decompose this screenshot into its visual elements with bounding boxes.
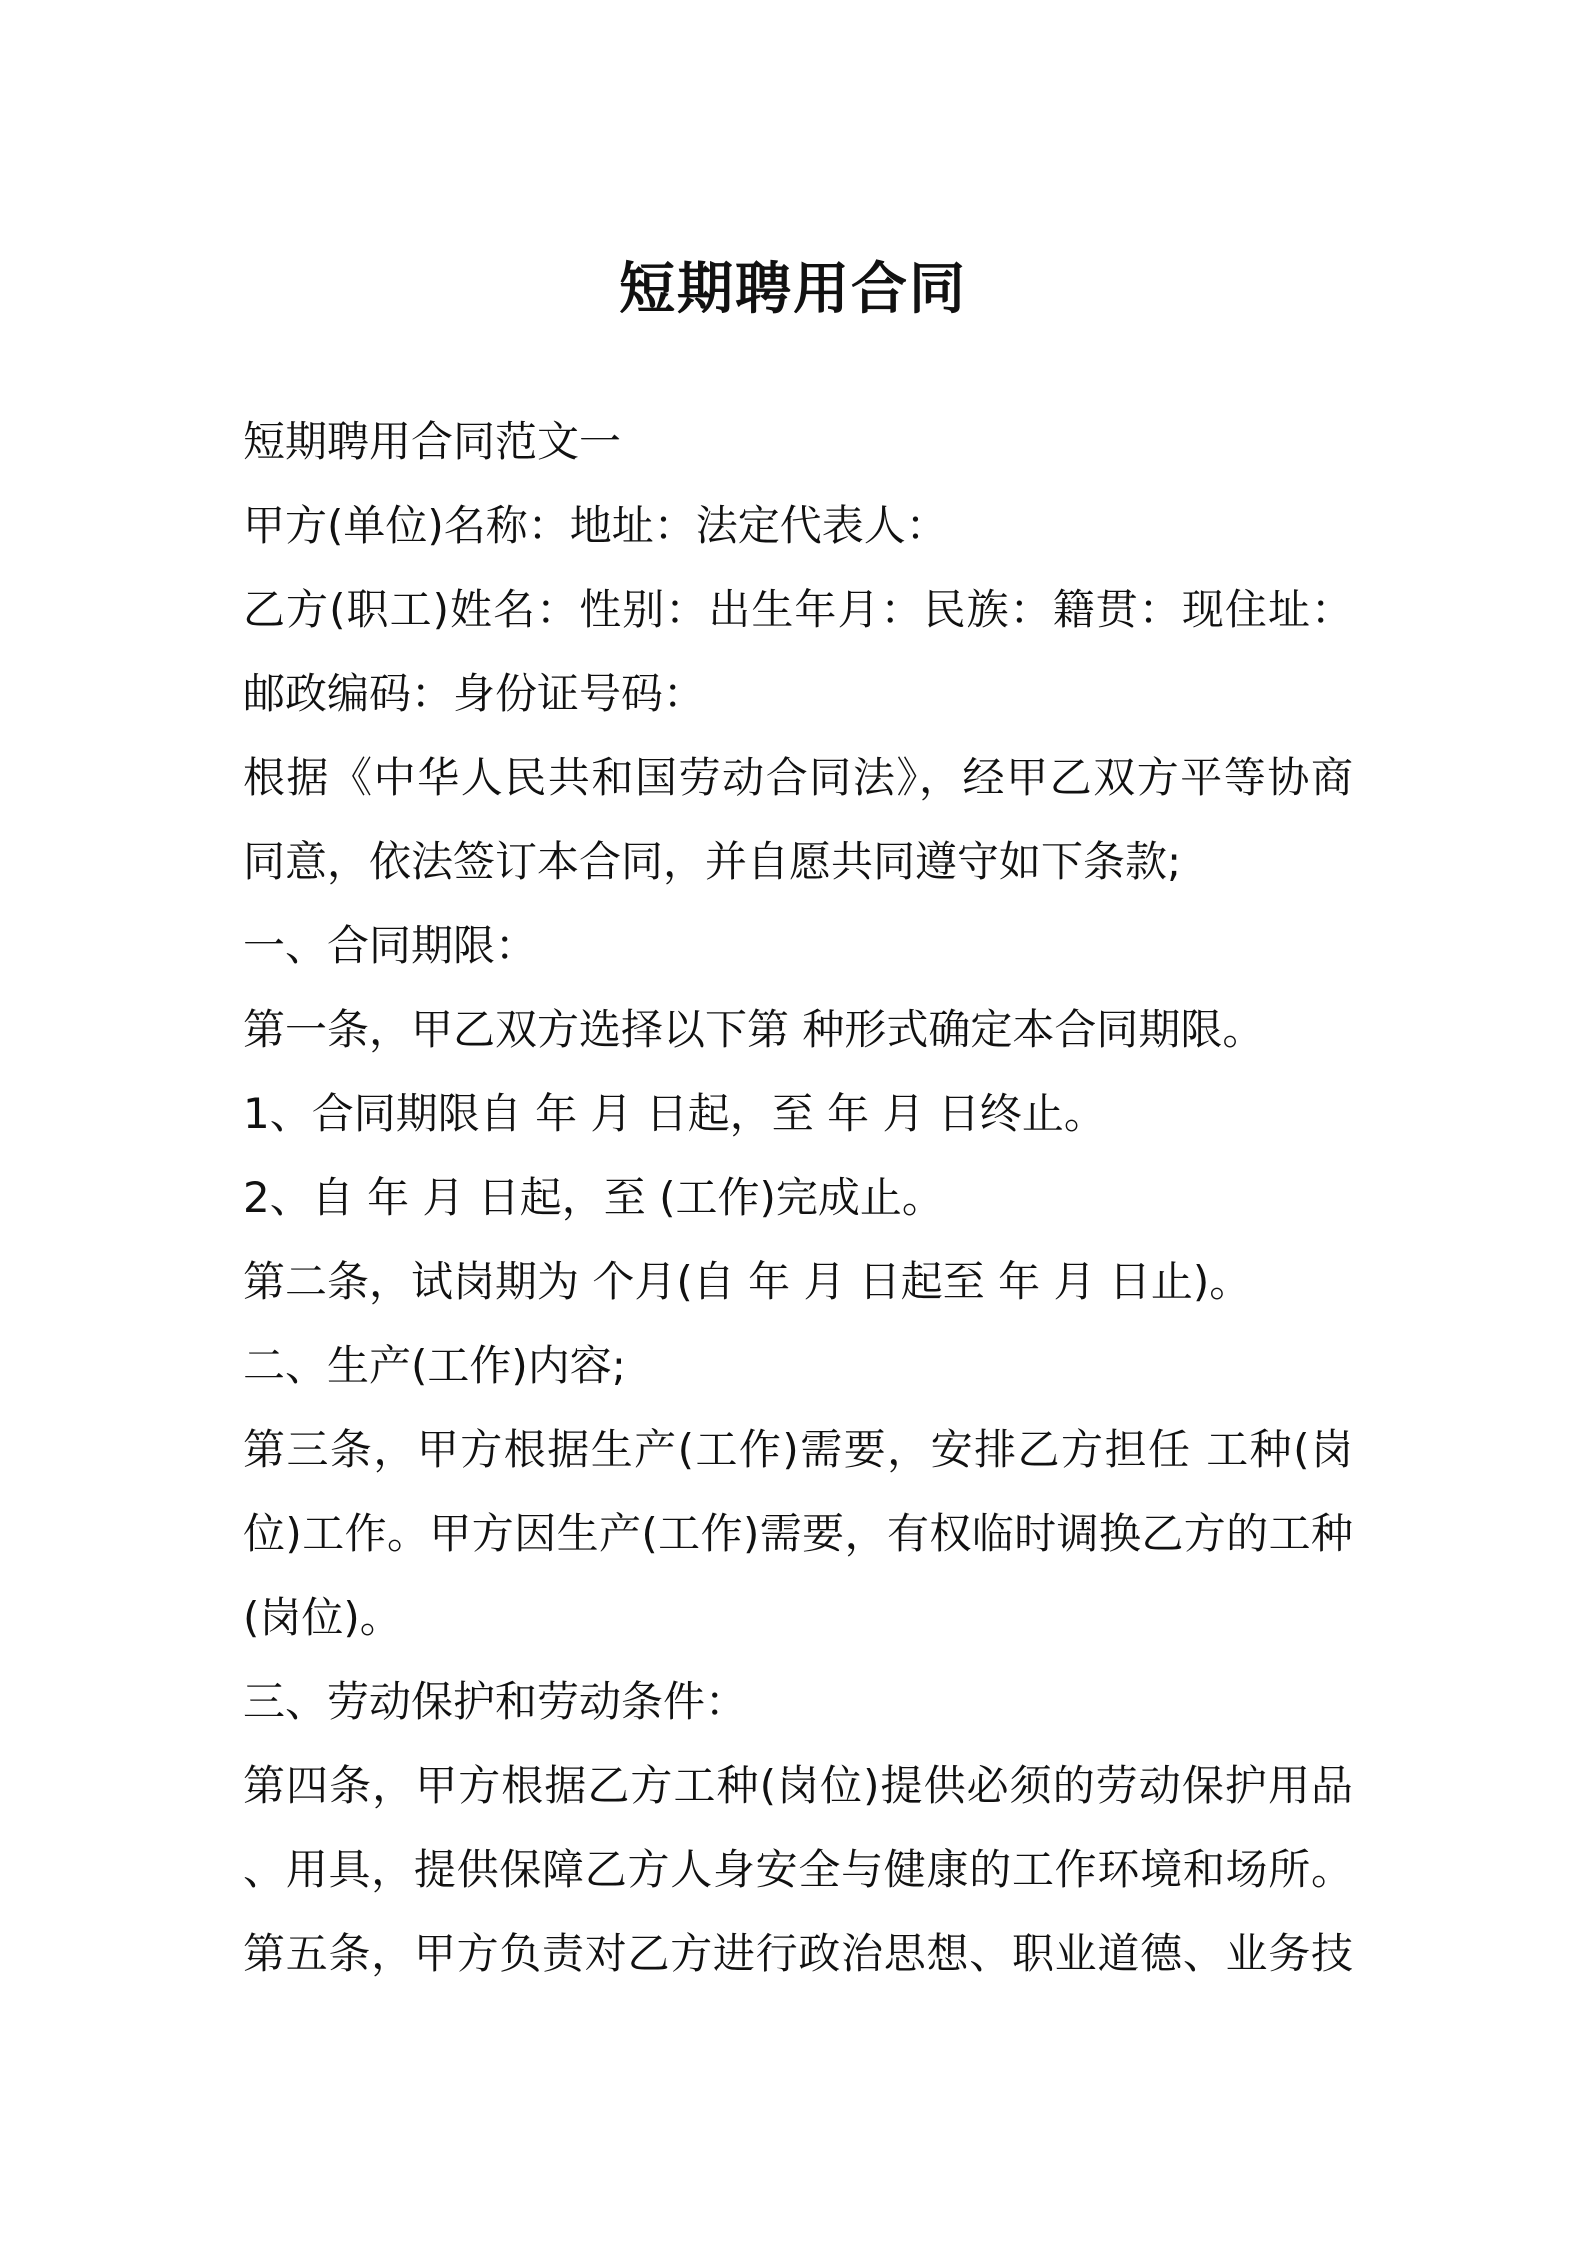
text-line: 同意，依法签订本合同，并自愿共同遵守如下条款; [243, 837, 1182, 886]
text-line: 二、生产(工作)内容; [243, 1341, 626, 1390]
text-line: (岗位)。 [243, 1593, 402, 1642]
text-line: 根据《中华人民共和国劳动合同法》，经甲乙双方平等协商 [243, 753, 1353, 802]
text-line: 第一条，甲乙双方选择以下第 种形式确定本合同期限。 [243, 1005, 1265, 1054]
text-line: 第四条，甲方根据乙方工种(岗位)提供必须的劳动保护用品 [243, 1761, 1353, 1810]
text-line: 一、合同期限： [243, 921, 538, 970]
text-line: 甲方(单位)名称：地址：法定代表人： [243, 501, 948, 550]
text-line: 第二条，试岗期为 个月(自 年 月 日起至 年 月 日止)。 [243, 1257, 1252, 1306]
text-line: 第五条，甲方负责对乙方进行政治思想、职业道德、业务技 [243, 1929, 1353, 1978]
text-line: 1、合同期限自 年 月 日起，至 年 月 日终止。 [243, 1089, 1106, 1138]
text-line: 2、自 年 月 日起，至 (工作)完成止。 [243, 1173, 944, 1222]
document-body [243, 400, 1353, 1996]
document-title: 短期聘用合同 [619, 257, 967, 322]
text-line: 位)工作。甲方因生产(工作)需要，有权临时调换乙方的工种 [243, 1509, 1353, 1558]
text-line: 乙方(职工)姓名：性别：出生年月：民族：籍贯：现住址： [243, 585, 1353, 634]
text-line: 邮政编码：身份证号码： [243, 669, 706, 718]
text-line: 短期聘用合同范文一 [243, 417, 622, 466]
text-line: 三、劳动保护和劳动条件： [243, 1677, 748, 1726]
text-line: 、用具，提供保障乙方人身安全与健康的工作环境和场所。 [243, 1845, 1353, 1894]
text-line: 第三条，甲方根据生产(工作)需要，安排乙方担任 工种(岗 [243, 1425, 1353, 1474]
